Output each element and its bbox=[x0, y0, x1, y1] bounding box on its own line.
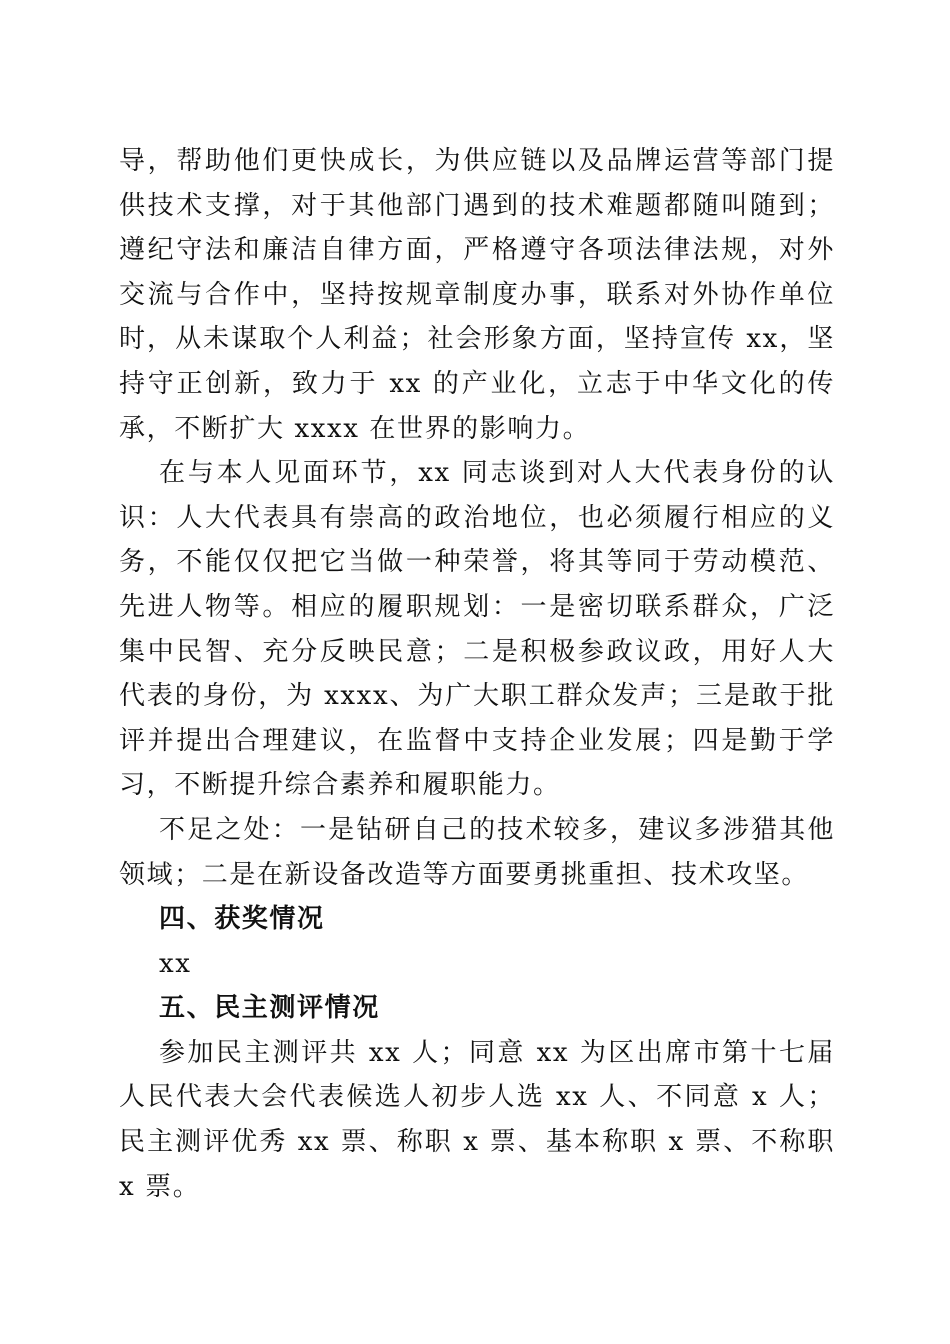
section-heading-awards: 四、获奖情况 bbox=[159, 904, 325, 935]
awards-text: xx bbox=[159, 948, 192, 979]
paragraph-evaluation-results: 参加民主测评共 xx 人；同意 xx 为区出席市第十七届人民代表大会代表候选人初步人选 xx 人、不同意 x 人；民主测评优秀 xx 票、称职 x 票、基本称职 x 票、不称职 x 票。 bbox=[119, 1037, 835, 1202]
paragraph-shortcomings: 不足之处：一是钻研自己的技术较多，建议多涉猎其他领域；二是在新设备改造等方面要勇挑重担、技术攻坚。 bbox=[119, 814, 835, 890]
document-page bbox=[119, 139, 835, 1209]
section-heading-democratic-evaluation: 五、民主测评情况 bbox=[159, 993, 380, 1024]
paragraph-interview-summary: 在与本人见面环节，xx 同志谈到对人大代表身份的认识：人大代表具有崇高的政治地位，也必须履行相应的义务，不能仅仅把它当做一种荣誉，将其等同于劳动模范、先进人物等。相应的履职规划：一是密切联系群众，广泛集中民智、充分反映民意；二是积极参政议政，用好人大代表的身份，为 xxxx、为广大职工群众发声；三是敢于批评并提出合理建议，在监督中支持企业发展；四是勤于学习，不断提升综合素养和履职能力。 bbox=[119, 458, 835, 801]
paragraph-conduct-evaluation: 导，帮助他们更快成长，为供应链以及品牌运营等部门提供技术支撑，对于其他部门遇到的技术难题都随叫随到；遵纪守法和廉洁自律方面，严格遵守各项法律法规，对外交流与合作中，坚持按规章制度办事，联系对外协作单位时，从未谋取个人利益；社会形象方面，坚持宣传 xx，坚持守正创新，致力于 xx 的产业化，立志于中华文化的传承，不断扩大 xxxx 在世界的影响力。 bbox=[119, 146, 835, 444]
